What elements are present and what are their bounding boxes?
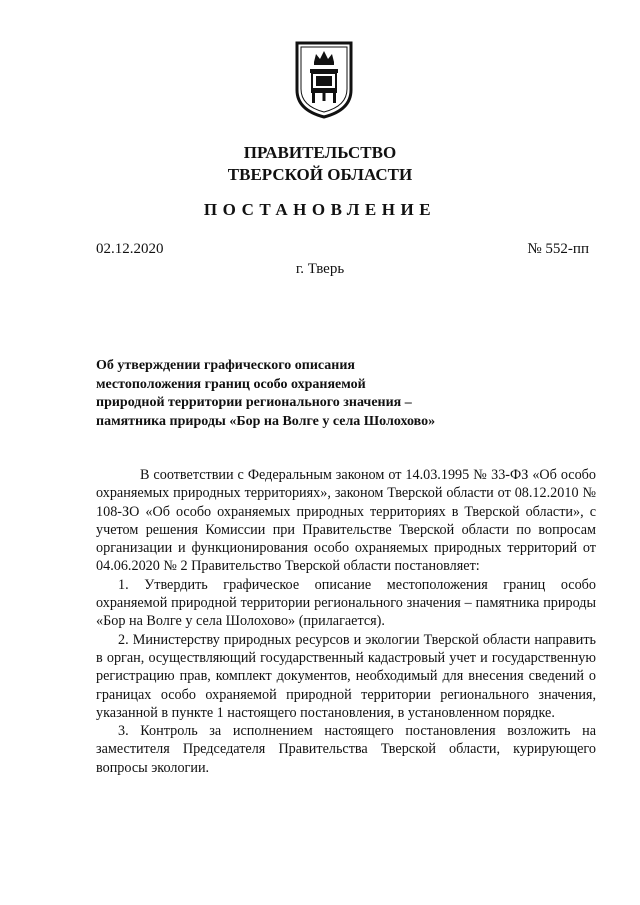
document-number: № 552-пп (527, 241, 589, 257)
subject-line: природной территории регионального значения – (96, 395, 412, 410)
document-subject (96, 357, 436, 431)
subject-line: Об утверждении графического описания (96, 358, 355, 373)
document-date: 02.12.2020 (96, 241, 164, 257)
document-body (96, 466, 596, 777)
tver-region-coat-of-arms-icon (294, 40, 354, 120)
item-3-paragraph: 3. Контроль за исполнением настоящего постановления возложить на заместителя Председателя Правительства Тверской области, курирующего вопросы экологии. (96, 723, 596, 776)
subject-line: памятника природы «Бор на Волге у села Шолохово» (96, 413, 436, 429)
item-1-paragraph: 1. Утвердить графическое описание местоположения границ особо охраняемой природной территории регионального значения – памятника природы «Бор на Волге у села Шолохово» (прилагается). (96, 576, 596, 630)
document-city: г. Тверь (295, 261, 345, 277)
item-2-paragraph: 2. Министерству природных ресурсов и экологии Тверской области направить в орган, осуществляющий государственный кадастровый учет и государственную регистрацию прав, комплект документов, необходимый для внесения сведений о границах особо охраняемой природной территории регионального значения, указанной в пункте 1 настоящего постановления, в установленном порядке. (96, 631, 596, 721)
document-type-title: ПОСТАНОВЛЕНИЕ (203, 200, 437, 219)
subject-line: местоположения границ особо охраняемой (96, 376, 366, 392)
preamble-paragraph: В соответствии с Федеральным законом от 14.03.1995 № 33-ФЗ «Об особо охраняемых природных территориях», законом Тверской области от 08.12.2010 № 108-ЗО «Об особо охраняемых природных территориях в Тверской области», с учетом решения Комиссии при Правительстве Тверской области по вопросам организации и функционирования особо охраняемых природных территорий от 04.06.2020 № 2 Правительство Тверской области постановляет: (96, 467, 596, 575)
organization-name-line2: ТВЕРСКОЙ ОБЛАСТИ (227, 165, 413, 184)
organization-name-line1: ПРАВИТЕЛЬСТВО (243, 143, 397, 162)
